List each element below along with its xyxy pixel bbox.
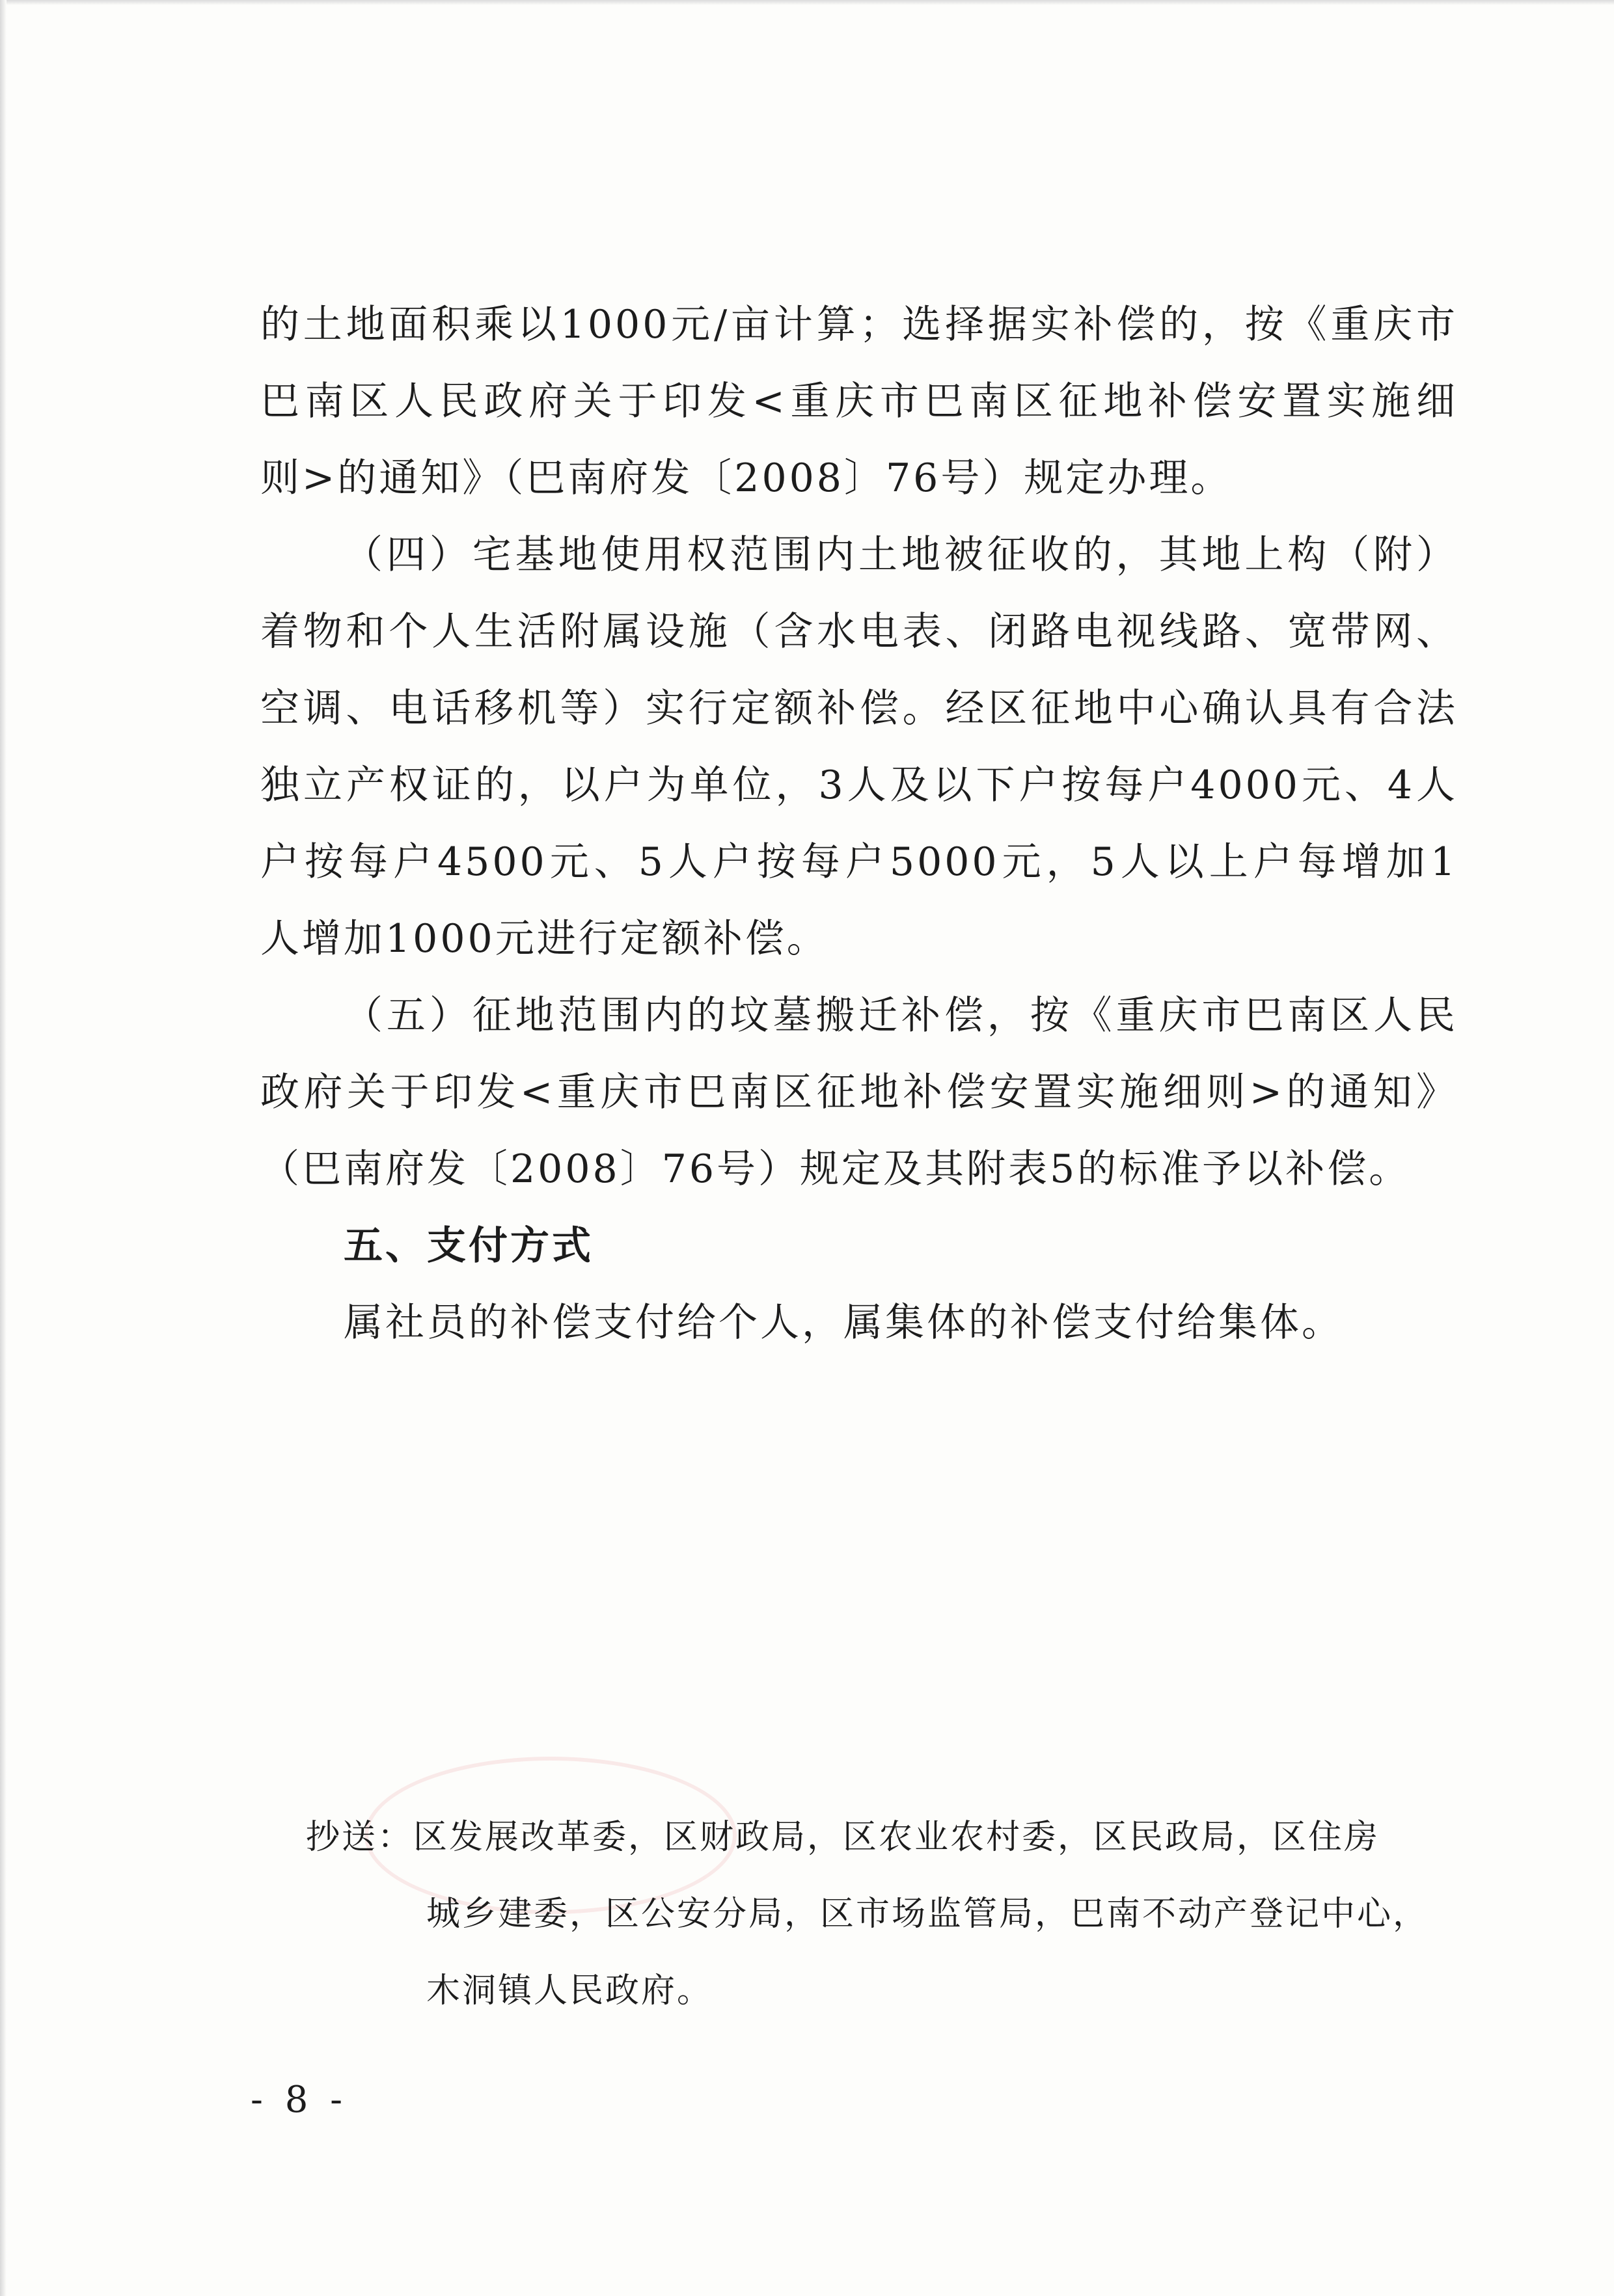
paragraph-line: 独立产权证的，以户为单位，3人及以下户按每户4000元、4人	[260, 763, 1458, 808]
paragraph-line: 着物和个人生活附属设施（含水电表、闭路电视线路、宽带网、	[260, 609, 1458, 655]
scan-edge-top	[0, 0, 1614, 5]
page-number: - 8 -	[251, 2079, 348, 2121]
section-text: 属社员的补偿支付给个人，属集体的补偿支付给集体。	[344, 1300, 1343, 1345]
section-heading: 五、支付方式	[344, 1223, 594, 1269]
cc-block	[306, 1799, 1458, 2029]
paragraph-line: 则>的通知》（巴南府发〔2008〕76号）规定办理。	[260, 455, 1233, 501]
paragraph-line: 政府关于印发<重庆市巴南区征地补偿安置实施细则>的通知》	[260, 1070, 1458, 1115]
cc-recipients: 城乡建委，区公安分局，区市场监管局，巴南不动产登记中心，	[426, 1895, 1429, 1934]
paragraph-line: 户按每户4500元、5人户按每户5000元，5人以上户每增加1	[260, 839, 1458, 885]
paragraph-line: 的土地面积乘以1000元/亩计算；选择据实补偿的，按《重庆市	[260, 302, 1458, 347]
cc-recipients: 木洞镇人民政府。	[426, 1971, 713, 2010]
paragraph-line: 空调、电话移机等）实行定额补偿。经区征地中心确认具有合法	[260, 686, 1458, 731]
cc-first-line	[306, 1799, 1458, 1876]
cc-label: 抄送：	[306, 1818, 414, 1857]
paragraph-line: 人增加1000元进行定额补偿。	[260, 916, 828, 962]
paragraph-line: （巴南府发〔2008〕76号）规定及其附表5的标准予以补偿。	[260, 1146, 1411, 1192]
scan-edge-left	[0, 0, 7, 2296]
paragraph-line: 巴南区人民政府关于印发<重庆市巴南区征地补偿安置实施细	[260, 379, 1458, 424]
body-text	[260, 286, 1458, 1361]
paragraph-line: （四）宅基地使用权范围内土地被征收的，其地上构（附）	[344, 532, 1458, 578]
paragraph-line: （五）征地范围内的坟墓搬迁补偿，按《重庆市巴南区人民	[344, 993, 1458, 1038]
cc-recipients: 区发展改革委，区财政局，区农业农村委，区民政局，区住房	[413, 1818, 1380, 1857]
